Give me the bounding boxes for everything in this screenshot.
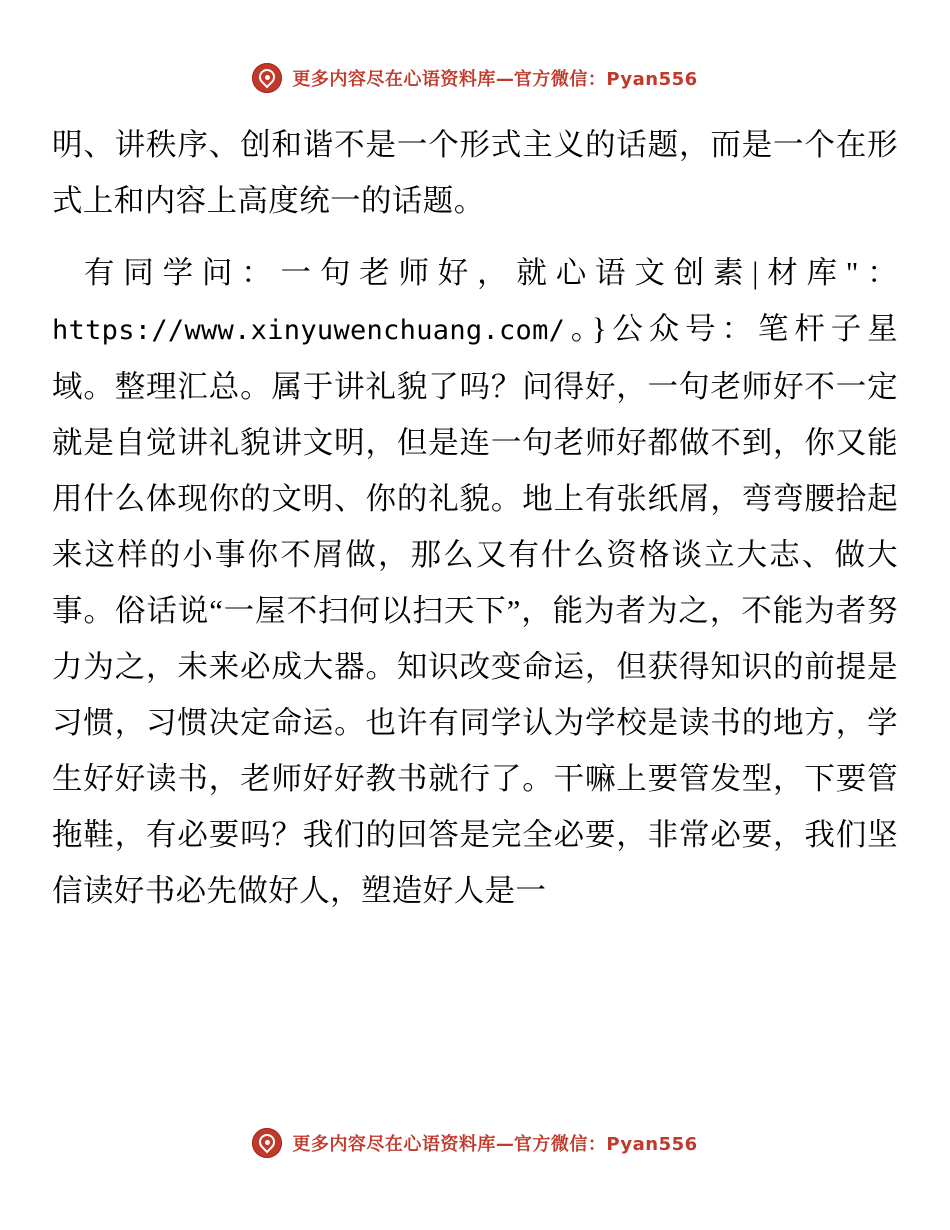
source-url: https://www.xinyuwenchuang.com/ (52, 315, 566, 346)
location-pin-icon (252, 1128, 282, 1158)
paragraph-2-text-before: 有同学问：一句老师好，就心语文创素|材库"： (84, 256, 898, 290)
paragraph-2 (52, 245, 898, 919)
paragraph-1: 明、讲秩序、创和谐不是一个形式主义的话题，而是一个在形式上和内容上高度统一的话题。 (52, 128, 898, 218)
watermark-separator: — (495, 69, 514, 90)
watermark-separator: — (495, 1134, 514, 1155)
document-body (52, 117, 898, 1230)
watermark-main-text: 更多内容尽在心语资料库 (292, 1134, 496, 1155)
watermark-footer-text (292, 1130, 697, 1156)
watermark-header-text (292, 65, 697, 91)
watermark-header (52, 63, 898, 93)
watermark-wechat-id: Pyan556 (606, 69, 698, 90)
watermark-main-text: 更多内容尽在心语资料库 (292, 69, 496, 90)
paragraph-2-text-after: 。}公众号：笔杆子星域。整理汇总。属于讲礼貌了吗？问得好，一句老师好不一定就是自觉讲礼貌讲文明，但是连一句老师好都做不到，你又能用什么体现你的文明、你的礼貌。地上有张纸屑，弯弯腰拾起来这样的小事你不屑做，那么又有什么资格谈立大志、做大事。俗话说“一屋不扫何以扫天下”，能为者为之，不能为者努力为之，未来必成大器。知识改变命运，但获得知识的前提是习惯，习惯决定命运。也许有同学认为学校是读书的地方，学生好好读书，老师好好教书就行了。干嘛上要管发型，下要管拖鞋，有必要吗？我们的回答是完全必要，非常必要，我们坚信读好书必先做好人，塑造好人是一 (52, 312, 898, 908)
location-pin-icon (252, 63, 282, 93)
watermark-sub-text: 官方微信： (513, 69, 607, 90)
watermark-sub-text: 官方微信： (513, 1134, 607, 1155)
watermark-footer (0, 1128, 950, 1158)
watermark-wechat-id: Pyan556 (606, 1134, 698, 1155)
